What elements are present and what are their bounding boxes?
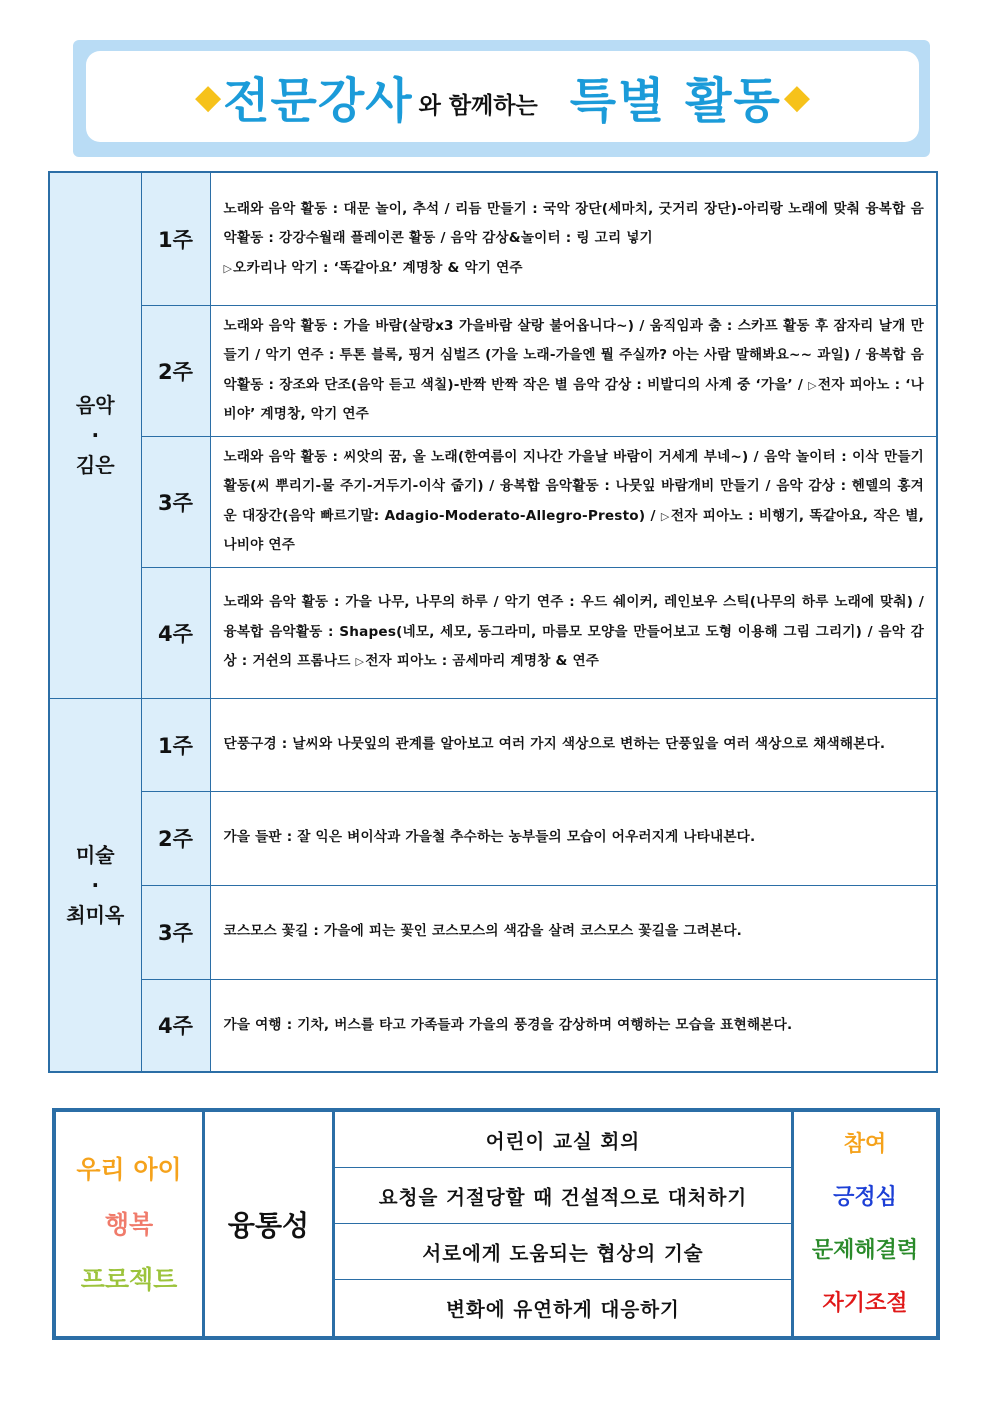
instructor-name: 김은 [75,453,115,478]
activity-text: 오카리나 악기 : ‘똑같아요’ 계명창 & 악기 연주 [233,259,523,276]
title-banner [86,51,919,142]
project-activity-list [335,1112,794,1336]
week-label: 4주 [141,979,210,1072]
activity-text: 전자 피아노 : ‘나비야’ 계명창, 악기 연주 [223,376,924,422]
title-expert-instructor: 전문강사 [223,73,413,129]
table-row [49,567,937,698]
activity-description [210,567,937,698]
table-row [49,698,937,791]
week-label: 3주 [141,885,210,979]
triangle-icon: ▷ [223,261,233,275]
week-label: 1주 [141,698,210,791]
activity-description: 코스모스 꽃길 : 가을에 피는 꽃인 코스모스의 색감을 살려 코스모스 꽃길을 그려본다. [210,885,937,979]
diamond-icon: ◆ [194,76,222,117]
value-item: 긍정심 [833,1185,897,1210]
activity-text: 노래와 음악 활동 : 가을 바람(살랑x3 가을바람 살랑 불어옵니다~) / 움직임과 춤 : 스카프 활동 후 잠자리 날개 만들기 / 악기 연주 : 투톤 블록, 핑거 심벌즈 (가을 노래-가을엔 뭘 주실까? 아는 사람 말해봐요~~ 과일) / 융복합 음악활동 : 장조와 단조(음악 듣고 색칠)-반짝 반짝 작은 별 음악 감상 : 비발디의 사계 중 ‘가을’ / [223,317,924,393]
project-title-line2: 행복 [104,1209,154,1239]
value-item: 문제해결력 [811,1238,919,1263]
value-item: 참여 [843,1132,887,1157]
week-label: 2주 [141,791,210,885]
table-row [49,791,937,885]
table-row [49,979,937,1072]
triangle-icon: ▷ [355,655,365,669]
activity-description: 가을 들판 : 잘 익은 벼이삭과 가을철 추수하는 농부들의 모습이 어우러지게 나타내본다. [210,791,937,885]
project-title-line1: 우리 아이 [76,1154,182,1184]
list-item: 변화에 유연하게 대응하기 [446,1298,680,1321]
activity-description [210,172,937,305]
value-item: 자기조절 [822,1291,908,1316]
project-values [794,1112,936,1336]
title-with: 와 함께하는 [418,93,538,119]
activity-text: 노래와 음악 활동 : 대문 놀이, 추석 / 리듬 만들기 : 국악 장단(세마치, 굿거리 장단)-아리랑 노래에 맞춰 융복합 음악활동 : 강강수월래 플레이콘 활동 / 음악 감상&놀이터 : 링 고리 넣기 [223,200,924,246]
instructor-name: 최미옥 [66,902,125,927]
week-label: 2주 [141,305,210,436]
subject-name: 미술 [75,842,115,867]
activity-description [210,436,937,567]
table-row [49,436,937,567]
happiness-project-box [52,1108,940,1340]
triangle-icon: ▷ [808,378,817,392]
week-label: 1주 [141,172,210,305]
activity-text: 전자 피아노 : 곰세마리 계명창 & 연주 [365,653,600,670]
diamond-icon: ◆ [783,76,811,117]
list-item: 어린이 교실 회의 [335,1112,791,1168]
activity-description: 단풍구경 : 날씨와 나뭇잎의 관계를 알아보고 여러 가지 색상으로 변하는 단풍잎을 여러 색상으로 채색해본다. [210,698,937,791]
list-item: 서로에게 도움되는 협상의 기술 [335,1224,791,1280]
activity-text: 전자 피아노 : 비행기, 똑같아요, 작은 별, 나비야 연주 [223,507,924,553]
subject-music [49,172,141,698]
activity-text: 노래와 음악 활동 : 가을 나무, 나무의 하루 / 악기 연주 : 우드 쉐이커, 레인보우 스틱(나무의 하루 노래에 맞춰) / 융복합 음악활동 : Shapes(네모, 세모, 동그라미, 마름모 모양을 만들어보고 도형 이용해 그림 그리기) / 음악 감상 : 거쉰의 프롬나드 [223,594,924,670]
subject-art [49,698,141,1072]
subject-name: 음악 [75,393,115,418]
subject-separator: · [91,872,100,897]
week-label: 3주 [141,436,210,567]
project-theme: 융통성 [205,1112,335,1336]
table-row [49,305,937,436]
activity-description [210,305,937,436]
project-title-line3: 프로젝트 [80,1264,178,1294]
activity-description: 가을 여행 : 기차, 버스를 타고 가족들과 가을의 풍경을 감상하며 여행하는 모습을 표현해본다. [210,979,937,1072]
table-row [49,885,937,979]
activity-text: 노래와 음악 활동 : 씨앗의 꿈, 올 노래(한여름이 지나간 가을날 바람이 거세게 부네~) / 음악 놀이터 : 이삭 만들기 활동(씨 뿌리기-물 주기-거두기-이삭 줍기) / 융복합 음악활동 : 나뭇잎 바람개비 만들기 / 음악 감상 : 헨델의 홍겨운 대장간(음악 빠르기말: Adagio-Moderato-Allegro-Presto) / [223,448,924,524]
list-item: 요청을 거절당할 때 건설적으로 대처하기 [335,1168,791,1224]
triangle-icon: ▷ [660,509,670,523]
project-title [56,1112,205,1336]
subject-separator: · [91,423,100,448]
title-special-activity: 특별 활동 [569,73,782,129]
table-row [49,172,937,305]
week-label: 4주 [141,567,210,698]
schedule-table [48,171,938,1073]
